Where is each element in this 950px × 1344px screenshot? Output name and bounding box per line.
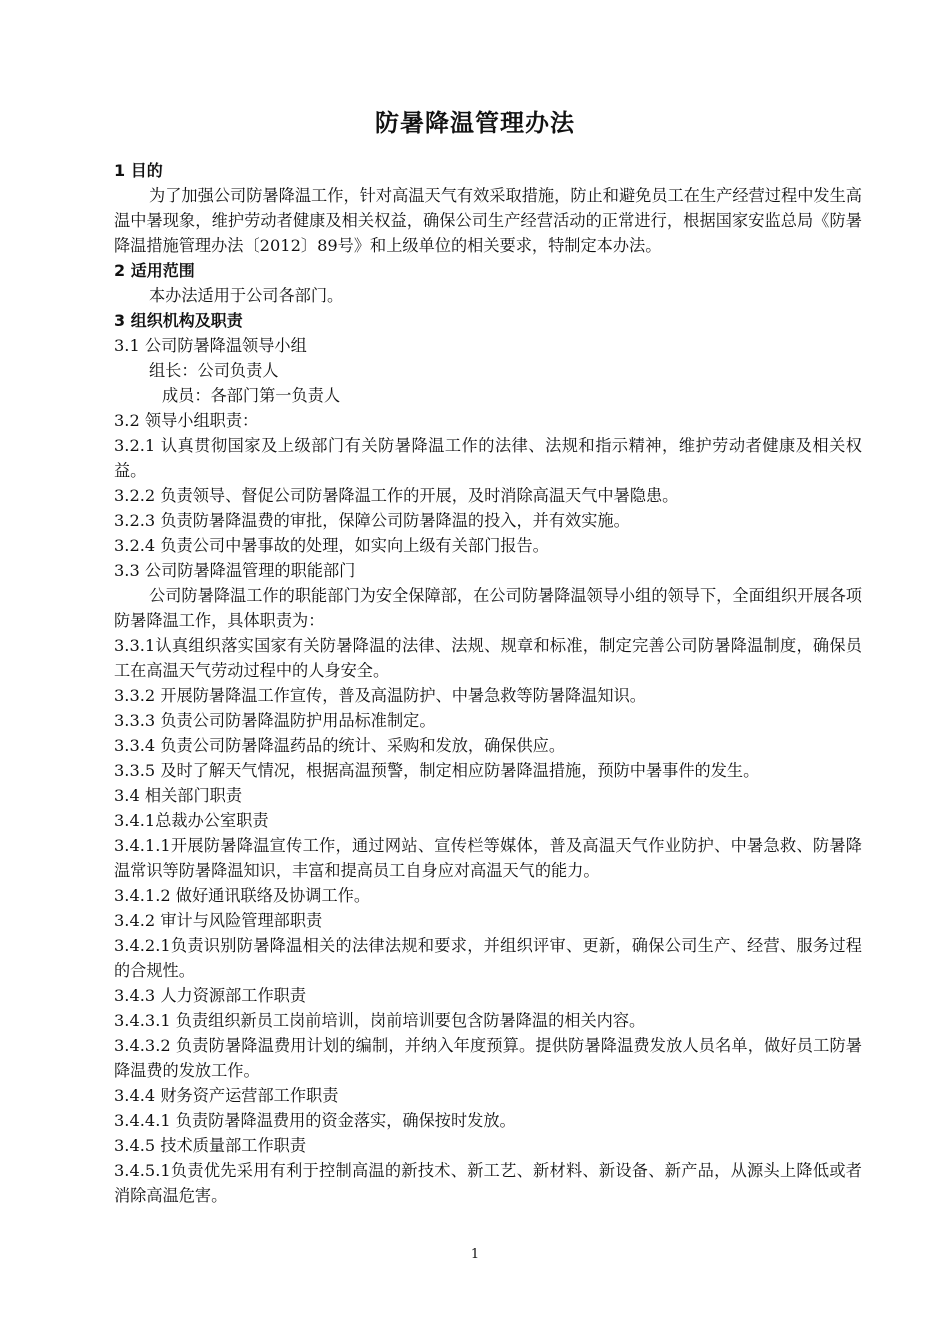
page-number: 1: [470, 1247, 480, 1262]
section-heading: 3 组织机构及职责: [114, 311, 243, 330]
paragraph: 3.2.3 负责防暑降温费的审批，保障公司防暑降温的投入，并有效实施。: [114, 511, 630, 530]
paragraph: 公司防暑降温工作的职能部门为安全保障部，在公司防暑降温领导小组的领导下，全面组织开展各项防暑降温工作，具体职责为：: [114, 586, 862, 630]
paragraph: 3.3.5 及时了解天气情况，根据高温预警，制定相应防暑降温措施，预防中暑事件的发生。: [114, 761, 760, 780]
paragraph: 3.3.3 负责公司防暑降温防护用品标准制定。: [114, 711, 436, 730]
paragraph: 成员：各部门第一负责人: [162, 386, 341, 405]
paragraph: 本办法适用于公司各部门。: [149, 286, 344, 305]
paragraph: 3.3 公司防暑降温管理的职能部门: [114, 561, 356, 580]
paragraph: 3.3.1认真组织落实国家有关防暑降温的法律、法规、规章和标准，制定完善公司防暑降温制度，确保员工在高温天气劳动过程中的人身安全。: [114, 636, 862, 680]
paragraph: 3.1 公司防暑降温领导小组: [114, 336, 307, 355]
section-heading: 1 目的: [114, 161, 163, 180]
paragraph: 为了加强公司防暑降温工作，针对高温天气有效采取措施，防止和避免员工在生产经营过程中发生高温中暑现象，维护劳动者健康及相关权益，确保公司生产经营活动的正常进行，根据国家安监总局《防暑降温措施管理办法〔2012〕89号》和上级单位的相关要求，特制定本办法。: [114, 186, 862, 255]
paragraph: 3.2 领导小组职责：: [114, 411, 259, 430]
paragraph: 3.4.4.1 负责防暑降温费用的资金落实，确保按时发放。: [114, 1111, 516, 1130]
paragraph: 3.2.4 负责公司中暑事故的处理，如实向上级有关部门报告。: [114, 536, 549, 555]
paragraph: 3.4.5.1负责优先采用有利于控制高温的新技术、新工艺、新材料、新设备、新产品，从源头上降低或者消除高温危害。: [114, 1161, 862, 1205]
paragraph: 3.4.4 财务资产运营部工作职责: [114, 1086, 339, 1105]
paragraph: 3.3.2 开展防暑降温工作宣传，普及高温防护、中暑急救等防暑降温知识。: [114, 686, 646, 705]
paragraph: 3.3.4 负责公司防暑降温药品的统计、采购和发放，确保供应。: [114, 736, 566, 755]
paragraph: 3.4.3.1 负责组织新员工岗前培训，岗前培训要包含防暑降温的相关内容。: [114, 1011, 646, 1030]
paragraph: 3.4.2.1负责识别防暑降温相关的法律法规和要求，并组织评审、更新，确保公司生产、经营、服务过程的合规性。: [114, 936, 862, 980]
paragraph: 3.4.3.2 负责防暑降温费用计划的编制，并纳入年度预算。提供防暑降温费发放人员名单，做好员工防暑降温费的发放工作。: [114, 1036, 862, 1080]
paragraph: 组长：公司负责人: [149, 361, 279, 380]
paragraph: 3.4.3 人力资源部工作职责: [114, 986, 307, 1005]
document-title: 防暑降温管理办法: [375, 109, 575, 137]
paragraph: 3.2.2 负责领导、督促公司防暑降温工作的开展，及时消除高温天气中暑隐患。: [114, 486, 679, 505]
paragraph: 3.4 相关部门职责: [114, 786, 243, 805]
paragraph: 3.4.1总裁办公室职责: [114, 811, 269, 830]
paragraph: 3.4.1.1开展防暑降温宣传工作，通过网站、宣传栏等媒体，普及高温天气作业防护、中暑急救、防暑降温常识等防暑降温知识，丰富和提高员工自身应对高温天气的能力。: [114, 836, 862, 880]
paragraph: 3.4.1.2 做好通讯联络及协调工作。: [114, 886, 371, 905]
paragraph: 3.4.2 审计与风险管理部职责: [114, 911, 323, 930]
section-heading: 2 适用范围: [114, 261, 195, 280]
document-body: [114, 158, 862, 1208]
paragraph: 3.4.5 技术质量部工作职责: [114, 1136, 307, 1155]
paragraph: 3.2.1 认真贯彻国家及上级部门有关防暑降温工作的法律、法规和指示精神，维护劳动者健康及相关权益。: [114, 436, 862, 480]
